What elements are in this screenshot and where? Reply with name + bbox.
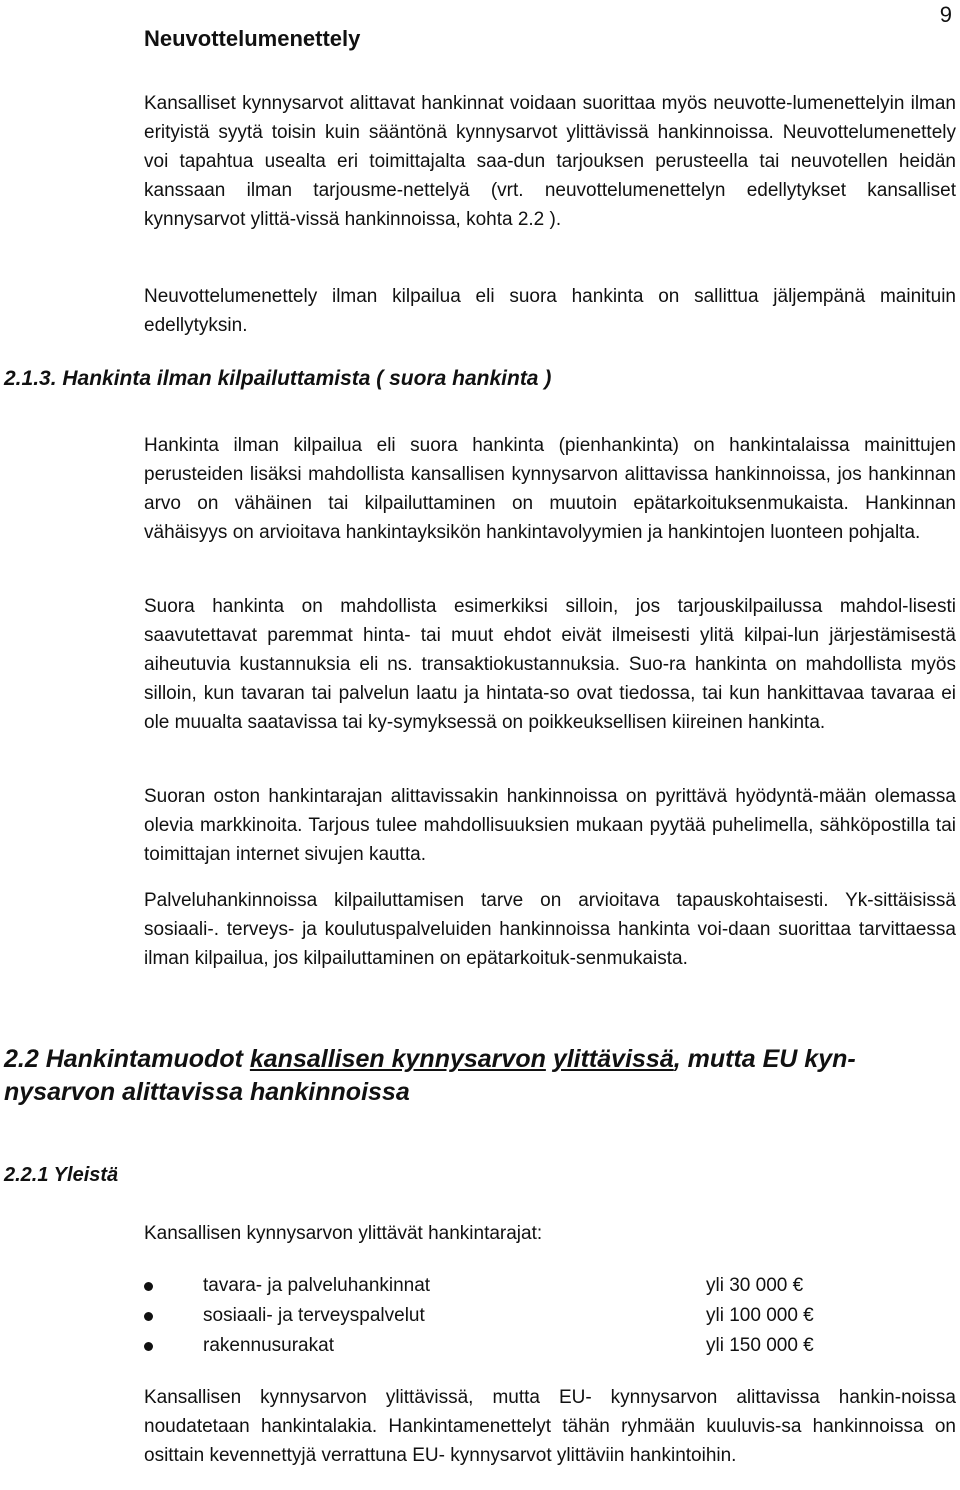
section-heading-2-2: [4, 1043, 954, 1109]
heading-underlined-national-threshold: kansallisen kynnysarvon: [249, 1045, 546, 1073]
page-number: 9: [939, 2, 952, 27]
threshold-item: rakennusurakat: [203, 1335, 334, 1356]
subsection-heading: 2.1.3. Hankinta ilman kilpailuttamista ( suora hankinta ): [4, 367, 552, 390]
paragraph: Suora hankinta on mahdollista esimerkiksi silloin, jos tarjouskilpailussa mahdol-lisesti saavutettavat paremmat hinta- tai muut ehdot eivät ilmeisesti ylitä kilpai-lun järjestämisestä aiheutuvia kustannuksia eli ns. transaktiokustannuksia. Suo-ra hankinta on mahdollista myös silloin, kun tavaran tai palvelun laatu ja hintata-so ovat tiedossa, tai kun hankittavaa tavaraa ei ole muualta saatavissa tai ky-symyksessä on poikkeuksellisen kiireinen hankinta.: [144, 596, 956, 733]
threshold-intro: Kansallisen kynnysarvon ylittävät hankintarajat:: [144, 1223, 543, 1244]
paragraph: Kansalliset kynnysarvot alittavat hankinnat voidaan suorittaa myös neuvotte-lumenettelyin ilman erityistä syytä toisin kuin sääntönä kynnysarvot ylittävissä hankinnoissa. Neuvottelumenettely voi tapahtua usealta eri toimittajalta saa-dun tarjouksen perusteella tai neuvotellen heidän kanssaan ilman tarjousme-nettelyä (vrt. neuvottelumenettelyn edellytykset kansalliset kynnysarvot ylittä-vissä hankinnoissa, kohta 2.2 ).: [144, 93, 956, 230]
section-heading: Neuvottelumenettely: [144, 26, 361, 51]
threshold-value: yli 150 000 €: [706, 1335, 814, 1356]
heading-prefix: 2.2 Hankintamuodot: [4, 1045, 250, 1073]
list-item: [144, 1301, 944, 1331]
threshold-list: [144, 1271, 944, 1361]
paragraph: Palveluhankinnoissa kilpailuttamisen tarve on arvioitava tapauskohtaisesti. Yk-sittäisissä sosiaali-. terveys- ja koulutuspalveluiden hankinnoissa hankinta voi-daan suorittaa tarvittaessa ilman kilpailua, jos kilpailuttaminen on epätarkoituk-senmukaista.: [144, 890, 956, 969]
threshold-value: yli 100 000 €: [706, 1305, 814, 1326]
heading-suffix: , mutta EU kyn-nysarvon alittavissa hankinnoissa: [4, 1045, 856, 1106]
heading-underlined-exceeding: ylittävissä: [552, 1045, 674, 1073]
subsection-heading-2-2-1: 2.2.1 Yleistä: [4, 1164, 119, 1186]
list-item: [144, 1271, 944, 1301]
list-item: [144, 1331, 944, 1361]
threshold-item: sosiaali- ja terveyspalvelut: [203, 1305, 425, 1326]
paragraph: Hankinta ilman kilpailua eli suora hankinta (pienhankinta) on hankintalaissa mainittujen perusteiden lisäksi mahdollista kansallisen kynnysarvon alittavissa hankinnoissa, jos hankinnan arvo on vähäinen tai kilpailuttaminen on muutoin epätarkoituksenmukaista. Hankinnan vähäisyys on arvioitava hankintayksikön hankintavolyymien ja hankintojen luonteen pohjalta.: [144, 435, 956, 543]
threshold-value: yli 30 000 €: [706, 1275, 804, 1296]
bullet-icon: [144, 1282, 153, 1291]
heading-space: [546, 1045, 553, 1073]
bullet-icon: [144, 1312, 153, 1321]
paragraph: Suoran oston hankintarajan alittavissakin hankinnoissa on pyrittävä hyödyntä-mään olemassa olevia markkinoita. Tarjous tulee mahdollisuuksien mukaan pyytää puhelimella, sähköpostilla tai toimittajan internet sivujen kautta.: [144, 786, 956, 865]
paragraph: Neuvottelumenettely ilman kilpailua eli suora hankinta on sallittua jäljempänä mainituin edellytyksin.: [144, 286, 956, 336]
bullet-icon: [144, 1342, 153, 1351]
threshold-item: tavara- ja palveluhankinnat: [203, 1275, 431, 1296]
paragraph: Kansallisen kynnysarvon ylittävissä, mutta EU- kynnysarvon alittavissa hankin-noissa noudatetaan hankintalakia. Hankintamenettelyt tähän ryhmään kuuluvis-sa hankinnoissa on osittain kevennettyjä verrattuna EU- kynnysarvot ylittäviin hankintoihin.: [144, 1387, 956, 1466]
